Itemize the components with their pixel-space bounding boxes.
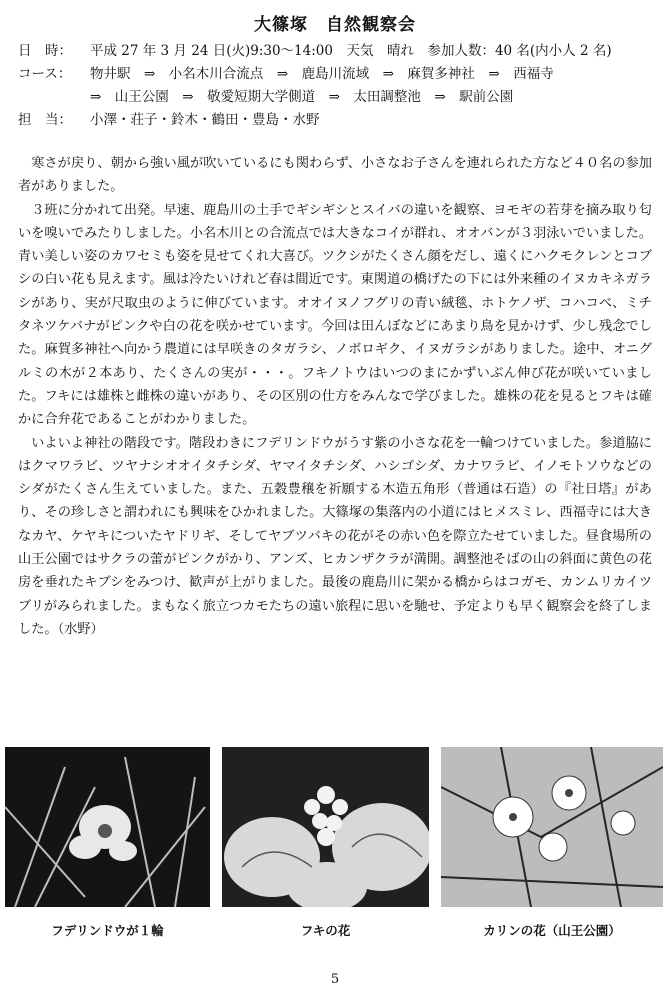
staff-value: 小澤・荘子・鈴木・鶴田・豊島・水野 xyxy=(90,112,320,128)
flower-photo-icon xyxy=(222,747,429,907)
photo-strip xyxy=(0,747,670,917)
info-course-row-2 xyxy=(18,86,658,109)
course-line-2: ⇒ 山王公園 ⇒ 敬愛短期大学側道 ⇒ 太田調整池 ⇒ 駅前公園 xyxy=(90,89,514,105)
caption-photo-1: フデリンドウが１輪 xyxy=(51,923,164,938)
photo-fuki xyxy=(222,747,429,907)
date-label: 日 時： xyxy=(18,43,72,59)
paragraph-3: いよいよ神社の階段です。階段わきにフデリンドウがうす紫の小さな花を一輪つけていました。参道脇にはクマワラビ、ツヤナシオオイタチシダ、ヤマイタチシダ、ハシゴシダ、カナワラビ、イノモトソウなどのシダがたくさん生えていました。また、五穀豊穣を祈願する木造五角形（普通は石造）の『社日塔』があり、その珍しさと謂われにも興味をひかれました。大篠塚の集落内の小道にはヒメスミレ、西福寺には大きなカヤ、ケヤキについたヤドリギ、そしてヤブツバキの花がその赤い色を際立たせていました。昼食場所の山王公園ではサクラの蕾がピンクがかり、アンズ、ヒカンザクラが満開。調整池そばの山の斜面に黄色の花房を垂れたキブシをみつけ、歓声が上がりました。最後の鹿島川に架かる橋からはコガモ、カンムリカイツブリがみられました。まもなく旅立つカモたちの遠い旅程に思いを馳せ、予定よりも早く観察会を終了しました。（水野） xyxy=(18,435,652,637)
paragraph-1: 寒さが戻り、朝から強い風が吹いているにも関わらず、小さなお子さんを連れられた方など４０名の参加者がありました。 xyxy=(18,156,652,195)
paragraph-2: ３班に分かれて出発。早速、鹿島川の土手でギシギシとスイバの違いを観察、ヨモギの若芽を摘み取り匂いを嗅いでみたりしました。小名木川との合流点では大きなコイが群れ、オオバンが３羽泳いでいました。青い美しい姿のカワセミも姿を見せてくれ大喜び。ツクシがたくさん顔をだし、遠くにハクモクレンとコブシの白い花も見えます。風は冷たいけれど春は間近です。東関道の橋げたの下には外来種のイヌカキネガラシがあり、実が尺取虫のように伸びています。オオイヌノフグリの青い絨毯、ホトケノザ、コハコベ、ミチタネツケバナがピンクや白の花を咲かせています。今回は田んぼなどにあまり鳥を見かけず、少し残念でした。麻賀多神社へ向かう農道には早咲きのタガラシ、ノボロギク、イヌガラシがありました。途中、オニグルミの木が２本あり、たくさんの実が・・・。フキノトウはいつのまにかずいぶん伸び花が咲いていました。フキには雄株と雌株の違いがあり、その区別の仕方をみんなで学びました。雄株の花を見るとフキは確かに合弁花であることがわかりました。 xyxy=(18,202,652,428)
info-staff-row xyxy=(18,109,658,132)
document-title: 大篠塚 自然観察会 xyxy=(254,15,416,35)
course-label: コース： xyxy=(18,66,72,82)
report-body xyxy=(18,152,652,641)
staff-label: 担 当： xyxy=(18,112,72,128)
info-course-row xyxy=(18,63,658,86)
photo-fuderindou xyxy=(5,747,210,907)
flower-photo-icon xyxy=(441,747,663,907)
course-line-1: 物井駅 ⇒ 小名木川合流点 ⇒ 鹿島川流域 ⇒ 麻賀多神社 ⇒ 西福寺 xyxy=(90,66,554,82)
date-value: 平成 27 年 3 月 24 日(火)9:30～14:00 天気 晴れ 参加人数：40 名(内小人 2 名) xyxy=(90,43,612,59)
flower-photo-icon xyxy=(5,747,210,907)
page-number: 5 xyxy=(330,972,340,987)
event-info xyxy=(18,40,658,132)
info-date-row xyxy=(18,40,658,63)
caption-photo-2: フキの花 xyxy=(300,923,351,938)
photo-karin xyxy=(441,747,663,907)
caption-photo-3: カリンの花（山王公園） xyxy=(483,923,621,938)
